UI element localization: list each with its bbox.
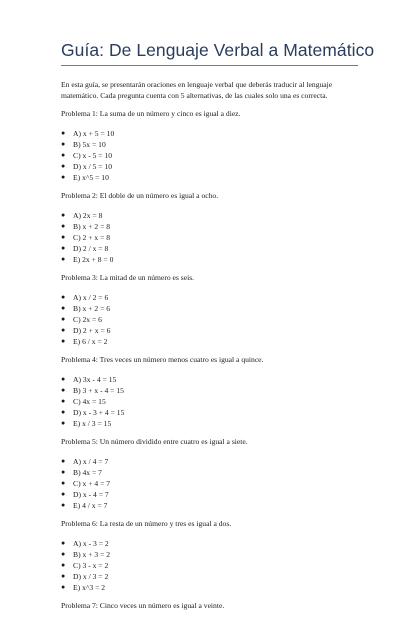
option-text: D) 2 / x = 8 — [73, 244, 109, 253]
bullet-icon: ● — [61, 222, 66, 230]
bullet-icon: ● — [61, 457, 66, 465]
option-item — [61, 161, 358, 172]
option-text: E) x / 3 = 15 — [73, 419, 112, 428]
option-text: C) 3 - x = 2 — [73, 561, 109, 570]
bullet-icon: ● — [61, 173, 66, 181]
problem-statement: Problema 5: Un número dividido entre cuatro es igual a siete. — [61, 437, 248, 446]
document-page — [61, 40, 375, 611]
bullet-icon: ● — [61, 140, 66, 148]
bullet-icon: ● — [61, 375, 66, 383]
document-title: Guía: De Lenguaje Verbal a Matemático — [61, 40, 358, 66]
option-item — [61, 128, 358, 139]
option-item — [61, 418, 358, 429]
option-item — [61, 538, 358, 549]
option-text: E) x^5 = 10 — [73, 173, 109, 182]
option-item — [61, 456, 358, 467]
option-item — [61, 385, 358, 396]
option-item — [61, 139, 358, 150]
option-text: C) x + 4 = 7 — [73, 479, 111, 488]
bullet-icon: ● — [61, 561, 66, 569]
bullet-icon: ● — [61, 293, 66, 301]
option-text: A) x / 4 = 7 — [73, 457, 109, 466]
bullet-icon: ● — [61, 386, 66, 394]
option-text: A) x + 5 = 10 — [73, 129, 115, 138]
option-text: D) x / 5 = 10 — [73, 162, 113, 171]
bullet-icon: ● — [61, 468, 66, 476]
option-item — [61, 500, 358, 511]
option-item — [61, 489, 358, 500]
option-text: A) x - 3 = 2 — [73, 539, 109, 548]
option-item — [61, 172, 358, 183]
option-item — [61, 374, 358, 385]
bullet-icon: ● — [61, 419, 66, 427]
intro-paragraph: En esta guía, se presentarán oraciones en lenguaje verbal que deberás traducir al lenguaje matemático. Cada pregunta cuenta con 5 alternativas, de las cuales solo una es correcta. — [61, 80, 333, 100]
problem-statement: Problema 1: La suma de un número y cinco es igual a diez. — [61, 109, 241, 118]
option-text: A) 3x - 4 = 15 — [73, 375, 117, 384]
option-text: B) x + 2 = 6 — [73, 304, 111, 313]
problem-statement: Problema 3: La mitad de un número es seis. — [61, 273, 195, 282]
option-item — [61, 232, 358, 243]
bullet-icon: ● — [61, 162, 66, 170]
option-text: C) 4x = 15 — [73, 397, 106, 406]
option-text: C) x - 5 = 10 — [73, 151, 113, 160]
option-text: D) 2 + x = 6 — [73, 326, 111, 335]
option-text: D) x - 4 = 7 — [73, 490, 109, 499]
option-item — [61, 396, 358, 407]
option-text: E) x^3 = 2 — [73, 583, 106, 592]
bullet-icon: ● — [61, 255, 66, 263]
option-text: B) 5x = 10 — [73, 140, 106, 149]
problem-7 — [61, 601, 358, 611]
bullet-icon: ● — [61, 550, 66, 558]
bullet-icon: ● — [61, 326, 66, 334]
option-item — [61, 314, 358, 325]
option-item — [61, 560, 358, 571]
bullet-icon: ● — [61, 211, 66, 219]
option-text: C) 2x = 6 — [73, 315, 102, 324]
bullet-icon: ● — [61, 151, 66, 159]
option-text: D) x - 3 + 4 = 15 — [73, 408, 125, 417]
option-item — [61, 478, 358, 489]
bullet-icon: ● — [61, 304, 66, 312]
problem-statement: Problema 2: El doble de un número es igual a ocho. — [61, 191, 219, 200]
option-item — [61, 549, 358, 560]
option-item — [61, 582, 358, 593]
option-item — [61, 325, 358, 336]
option-list — [61, 374, 358, 429]
bullet-icon: ● — [61, 490, 66, 498]
option-text: B) 4x = 7 — [73, 468, 102, 477]
option-list — [61, 128, 358, 183]
option-item — [61, 571, 358, 582]
option-item — [61, 254, 358, 265]
problem-2 — [61, 191, 358, 265]
option-item — [61, 150, 358, 161]
option-list — [61, 210, 358, 265]
option-item — [61, 210, 358, 221]
option-text: B) x + 2 = 8 — [73, 222, 111, 231]
bullet-icon: ● — [61, 233, 66, 241]
bullet-icon: ● — [61, 337, 66, 345]
problem-statement: Problema 6: La resta de un número y tres es igual a dos. — [61, 519, 232, 528]
option-text: D) x / 3 = 2 — [73, 572, 109, 581]
option-text: C) 2 + x = 8 — [73, 233, 111, 242]
option-text: B) 3 + x - 4 = 15 — [73, 386, 124, 395]
problem-statement: Problema 4: Tres veces un número menos cuatro es igual a quince. — [61, 355, 264, 364]
problem-3 — [61, 273, 358, 347]
option-item — [61, 336, 358, 347]
option-text: E) 6 / x = 2 — [73, 337, 108, 346]
bullet-icon: ● — [61, 129, 66, 137]
problem-list — [61, 109, 358, 611]
option-text: A) x / 2 = 6 — [73, 293, 109, 302]
option-item — [61, 467, 358, 478]
problem-statement: Problema 7: Cinco veces un número es igual a veinte. — [61, 601, 225, 610]
bullet-icon: ● — [61, 572, 66, 580]
option-list — [61, 292, 358, 347]
problem-1 — [61, 109, 358, 183]
option-list — [61, 538, 358, 593]
option-text: E) 2x + 8 = 0 — [73, 255, 114, 264]
bullet-icon: ● — [61, 479, 66, 487]
bullet-icon: ● — [61, 583, 66, 591]
bullet-icon: ● — [61, 501, 66, 509]
bullet-icon: ● — [61, 315, 66, 323]
problem-5 — [61, 437, 358, 511]
bullet-icon: ● — [61, 408, 66, 416]
option-item — [61, 292, 358, 303]
bullet-icon: ● — [61, 397, 66, 405]
option-item — [61, 407, 358, 418]
bullet-icon: ● — [61, 539, 66, 547]
option-item — [61, 303, 358, 314]
problem-4 — [61, 355, 358, 429]
option-item — [61, 243, 358, 254]
option-list — [61, 456, 358, 511]
option-text: E) 4 / x = 7 — [73, 501, 108, 510]
bullet-icon: ● — [61, 244, 66, 252]
option-text: A) 2x = 8 — [73, 211, 103, 220]
option-text: B) x + 3 = 2 — [73, 550, 111, 559]
problem-6 — [61, 519, 358, 593]
option-item — [61, 221, 358, 232]
